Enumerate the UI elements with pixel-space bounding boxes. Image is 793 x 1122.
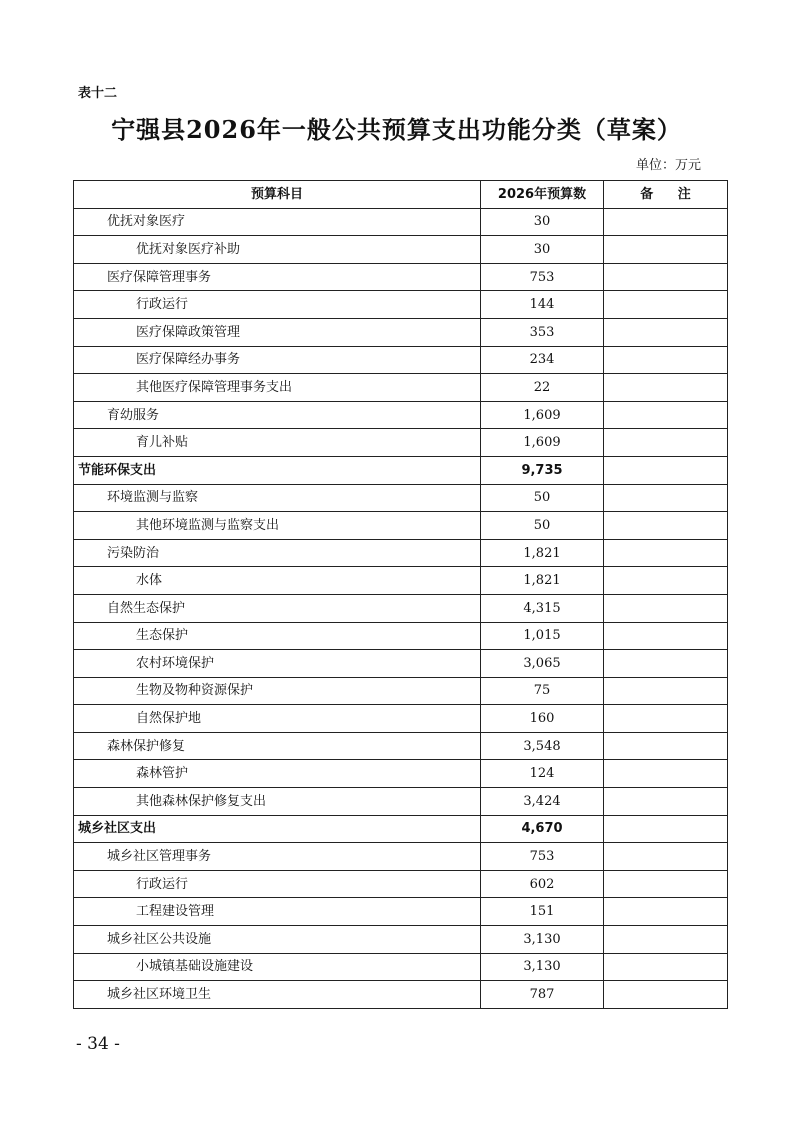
table-row [74, 429, 728, 457]
budget-item-remark [604, 346, 728, 374]
budget-item-remark [604, 208, 728, 236]
table-row [74, 650, 728, 678]
budget-item-name: 医疗保障政策管理 [74, 318, 481, 346]
table-row [74, 898, 728, 926]
budget-item-remark [604, 788, 728, 816]
budget-item-remark [604, 512, 728, 540]
budget-item-name: 优抚对象医疗 [74, 208, 481, 236]
budget-item-remark [604, 981, 728, 1009]
budget-item-remark [604, 760, 728, 788]
budget-item-name: 城乡社区管理事务 [74, 843, 481, 871]
budget-item-remark [604, 953, 728, 981]
table-row [74, 677, 728, 705]
budget-item-name: 其他森林保护修复支出 [74, 788, 481, 816]
budget-item-remark [604, 401, 728, 429]
budget-item-name: 行政运行 [74, 291, 481, 319]
budget-item-remark [604, 429, 728, 457]
budget-item-value: 3,065 [481, 650, 604, 678]
budget-item-value: 753 [481, 843, 604, 871]
budget-item-remark [604, 484, 728, 512]
budget-item-value: 9,735 [481, 456, 604, 484]
table-row [74, 208, 728, 236]
budget-item-value: 1,609 [481, 401, 604, 429]
table-row [74, 263, 728, 291]
budget-item-name: 优抚对象医疗补助 [74, 236, 481, 264]
budget-item-value: 75 [481, 677, 604, 705]
table-number: 表十二 [78, 86, 118, 101]
budget-item-value: 1,821 [481, 539, 604, 567]
table-row [74, 788, 728, 816]
budget-item-value: 234 [481, 346, 604, 374]
budget-item-name: 其他环境监测与监察支出 [74, 512, 481, 540]
budget-item-value: 753 [481, 263, 604, 291]
budget-item-value: 30 [481, 236, 604, 264]
page-number: - 34 - [76, 1034, 120, 1054]
budget-item-value: 3,130 [481, 926, 604, 954]
budget-item-name: 水体 [74, 567, 481, 595]
budget-item-name: 育儿补贴 [74, 429, 481, 457]
budget-item-value: 1,015 [481, 622, 604, 650]
page-title: 宁强县2026年一般公共预算支出功能分类（草案） [111, 115, 682, 144]
budget-item-value: 3,548 [481, 732, 604, 760]
budget-item-value: 4,670 [481, 815, 604, 843]
budget-item-name: 城乡社区公共设施 [74, 926, 481, 954]
budget-item-name: 育幼服务 [74, 401, 481, 429]
budget-item-name: 城乡社区环境卫生 [74, 981, 481, 1009]
budget-item-value: 353 [481, 318, 604, 346]
budget-item-remark [604, 318, 728, 346]
table-row [74, 236, 728, 264]
budget-item-remark [604, 456, 728, 484]
budget-item-value: 151 [481, 898, 604, 926]
table-row [74, 291, 728, 319]
budget-item-value: 3,130 [481, 953, 604, 981]
budget-item-value: 124 [481, 760, 604, 788]
unit-label: 单位：万元 [635, 158, 701, 173]
table-row [74, 594, 728, 622]
budget-item-name: 森林管护 [74, 760, 481, 788]
budget-item-name: 城乡社区支出 [74, 815, 481, 843]
budget-item-remark [604, 650, 728, 678]
budget-item-value: 30 [481, 208, 604, 236]
budget-item-name: 医疗保障经办事务 [74, 346, 481, 374]
table-row [74, 815, 728, 843]
table-row [74, 539, 728, 567]
budget-item-name: 其他医疗保障管理事务支出 [74, 374, 481, 402]
budget-item-remark [604, 594, 728, 622]
budget-item-value: 144 [481, 291, 604, 319]
table-row [74, 760, 728, 788]
budget-item-name: 医疗保障管理事务 [74, 263, 481, 291]
table-row [74, 926, 728, 954]
budget-item-remark [604, 539, 728, 567]
budget-item-name: 农村环境保护 [74, 650, 481, 678]
table-row [74, 981, 728, 1009]
budget-item-name: 小城镇基础设施建设 [74, 953, 481, 981]
budget-item-value: 160 [481, 705, 604, 733]
table-row [74, 512, 728, 540]
budget-item-value: 3,424 [481, 788, 604, 816]
table-header-row [74, 181, 728, 209]
budget-item-value: 4,315 [481, 594, 604, 622]
budget-item-remark [604, 705, 728, 733]
table-row [74, 346, 728, 374]
budget-item-remark [604, 870, 728, 898]
table-row [74, 456, 728, 484]
budget-item-value: 1,609 [481, 429, 604, 457]
budget-item-name: 行政运行 [74, 870, 481, 898]
budget-item-remark [604, 843, 728, 871]
budget-item-remark [604, 732, 728, 760]
budget-item-remark [604, 236, 728, 264]
budget-item-remark [604, 374, 728, 402]
budget-item-name: 工程建设管理 [74, 898, 481, 926]
column-header-budget: 2026年预算数 [481, 181, 604, 209]
budget-item-value: 50 [481, 512, 604, 540]
budget-item-name: 环境监测与监察 [74, 484, 481, 512]
budget-item-remark [604, 263, 728, 291]
table-row [74, 374, 728, 402]
table-row [74, 953, 728, 981]
column-header-item: 预算科目 [74, 181, 481, 209]
budget-item-name: 污染防治 [74, 539, 481, 567]
budget-item-remark [604, 677, 728, 705]
budget-item-value: 602 [481, 870, 604, 898]
table-row [74, 401, 728, 429]
budget-item-name: 自然保护地 [74, 705, 481, 733]
table-row [74, 705, 728, 733]
table-row [74, 843, 728, 871]
budget-item-remark [604, 926, 728, 954]
budget-item-value: 1,821 [481, 567, 604, 595]
budget-item-remark [604, 567, 728, 595]
budget-item-value: 787 [481, 981, 604, 1009]
table-row [74, 567, 728, 595]
budget-item-name: 生态保护 [74, 622, 481, 650]
budget-item-remark [604, 898, 728, 926]
budget-table [73, 180, 728, 1009]
table-row [74, 622, 728, 650]
table-row [74, 484, 728, 512]
budget-item-name: 自然生态保护 [74, 594, 481, 622]
budget-item-name: 森林保护修复 [74, 732, 481, 760]
budget-item-remark [604, 815, 728, 843]
budget-item-name: 生物及物种资源保护 [74, 677, 481, 705]
table-row [74, 870, 728, 898]
budget-item-remark [604, 291, 728, 319]
budget-item-value: 50 [481, 484, 604, 512]
budget-item-remark [604, 622, 728, 650]
table-row [74, 318, 728, 346]
budget-item-name: 节能环保支出 [74, 456, 481, 484]
budget-item-value: 22 [481, 374, 604, 402]
column-header-remark: 备 注 [604, 181, 728, 209]
table-row [74, 732, 728, 760]
